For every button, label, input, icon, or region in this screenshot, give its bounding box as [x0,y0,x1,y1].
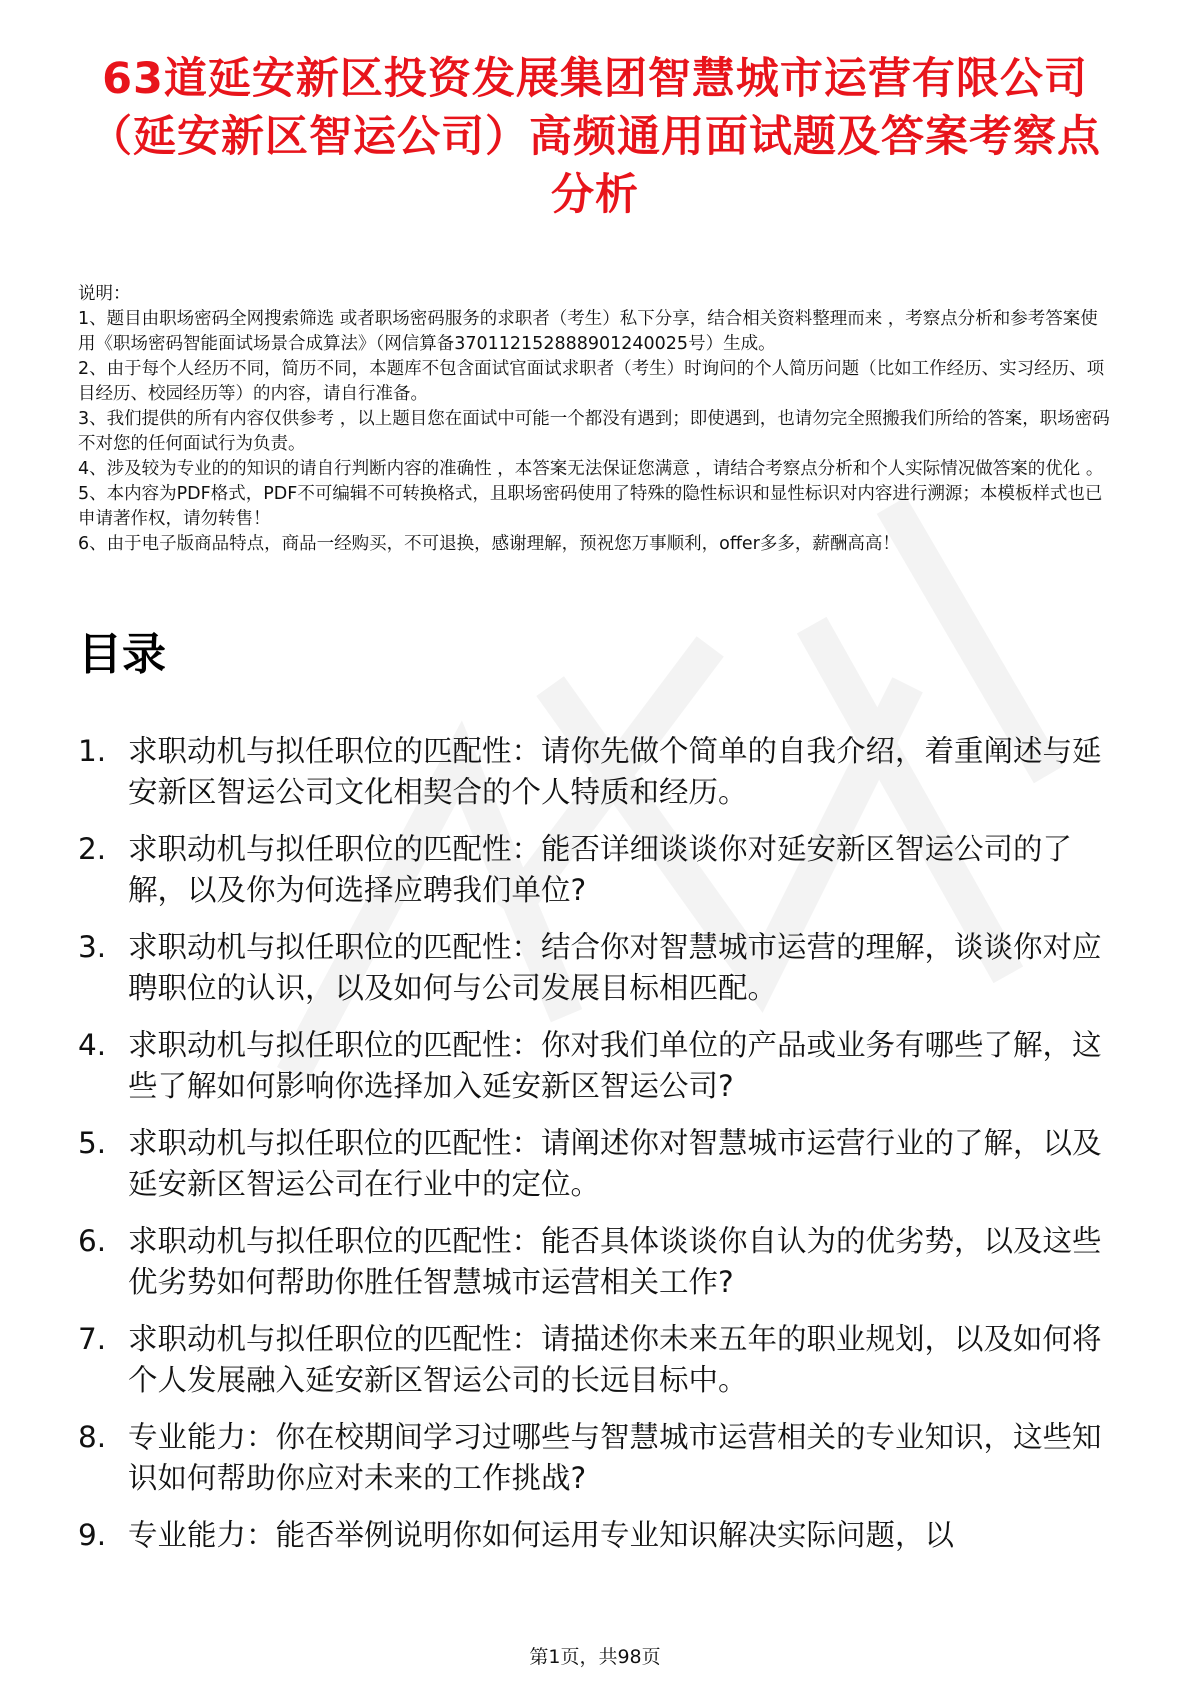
toc-item-number: 6. [78,1224,107,1258]
toc-item-text: 专业能力：你在校期间学习过哪些与智慧城市运营相关的专业知识，这些知识如何帮助你应对未来的工作挑战? [128,1420,1102,1495]
toc-item[interactable] [78,731,1112,813]
toc-item[interactable] [78,1319,1112,1401]
toc-item-number: 8. [78,1420,107,1454]
toc-item-text: 求职动机与拟任职位的匹配性：请你先做个简单的自我介绍，着重阐述与延安新区智运公司文化相契合的个人特质和经历。 [128,734,1102,809]
toc-item-text: 求职动机与拟任职位的匹配性：能否具体谈谈你自认为的优劣势，以及这些优劣势如何帮助你胜任智慧城市运营相关工作? [128,1224,1102,1299]
toc-item-number: 7. [78,1322,107,1356]
note-item: 4、涉及较为专业的的知识的请自行判断内容的准确性 ，本答案无法保证您满意 ，请结合考察点分析和个人实际情况做答案的优化 。 [78,459,1104,479]
notes-heading: 说明： [78,284,131,304]
note-item: 5、本内容为PDF格式，PDF不可编辑不可转换格式，且职场密码使用了特殊的隐性标识和显性标识对内容进行溯源；本模板样式也已申请著作权，请勿转售！ [78,484,1103,529]
note-item: 1、题目由职场密码全网搜索筛选 或者职场密码服务的求职者（考生）私下分享，结合相关资料整理而来 ，考察点分析和参考答案使用《职场密码智能面试场景合成算法》（网信算备370112152888901240025号）生成。 [78,309,1098,354]
toc-item[interactable] [78,1515,1112,1556]
note-item: 2、由于每个人经历不同，简历不同，本题库不包含面试官面试求职者（考生）时询问的个人简历问题（比如工作经历、实习经历、项目经历、校园经历等）的内容，请自行准备。 [78,359,1105,404]
toc-item-text: 求职动机与拟任职位的匹配性：请阐述你对智慧城市运营行业的了解，以及延安新区智运公司在行业中的定位。 [128,1126,1102,1201]
toc-item-number: 4. [78,1028,107,1062]
document-title: 63道延安新区投资发展集团智慧城市运营有限公司（延安新区智运公司）高频通用面试题及答案考察点分析 [89,54,1101,220]
toc-item-number: 5. [78,1126,107,1160]
toc-item[interactable] [78,1221,1112,1303]
toc-item-text: 求职动机与拟任职位的匹配性：请描述你未来五年的职业规划，以及如何将个人发展融入延安新区智运公司的长远目标中。 [128,1322,1102,1397]
toc-item[interactable] [78,829,1112,911]
toc-item-text: 专业能力：能否举例说明你如何运用专业知识解决实际问题，以 [128,1518,955,1552]
toc-item[interactable] [78,927,1112,1009]
toc-item-number: 3. [78,930,107,964]
toc-item-text: 求职动机与拟任职位的匹配性：你对我们单位的产品或业务有哪些了解，这些了解如何影响你选择加入延安新区智运公司? [128,1028,1102,1103]
page-footer: 第1页，共98页 [529,1646,661,1668]
toc-item[interactable] [78,1123,1112,1205]
toc-heading: 目录 [78,629,166,680]
notes-section [78,282,1112,557]
note-item: 3、我们提供的所有内容仅供参考 ，以上题目您在面试中可能一个都没有遇到；即使遇到，也请勿完全照搬我们所给的答案，职场密码不对您的任何面试行为负责。 [78,409,1110,454]
toc-item-number: 2. [78,832,107,866]
toc-list [78,731,1112,1556]
toc-item[interactable] [78,1025,1112,1107]
toc-item-number: 1. [78,734,107,768]
note-item: 6、由于电子版商品特点，商品一经购买，不可退换，感谢理解，预祝您万事顺利，offer多多，薪酬高高！ [78,534,900,554]
toc-item-text: 求职动机与拟任职位的匹配性：结合你对智慧城市运营的理解，谈谈你对应聘职位的认识，以及如何与公司发展目标相匹配。 [128,930,1102,1005]
toc-item-number: 9. [78,1518,107,1552]
toc-item[interactable] [78,1417,1112,1499]
toc-item-text: 求职动机与拟任职位的匹配性：能否详细谈谈你对延安新区智运公司的了解，以及你为何选择应聘我们单位? [128,832,1073,907]
